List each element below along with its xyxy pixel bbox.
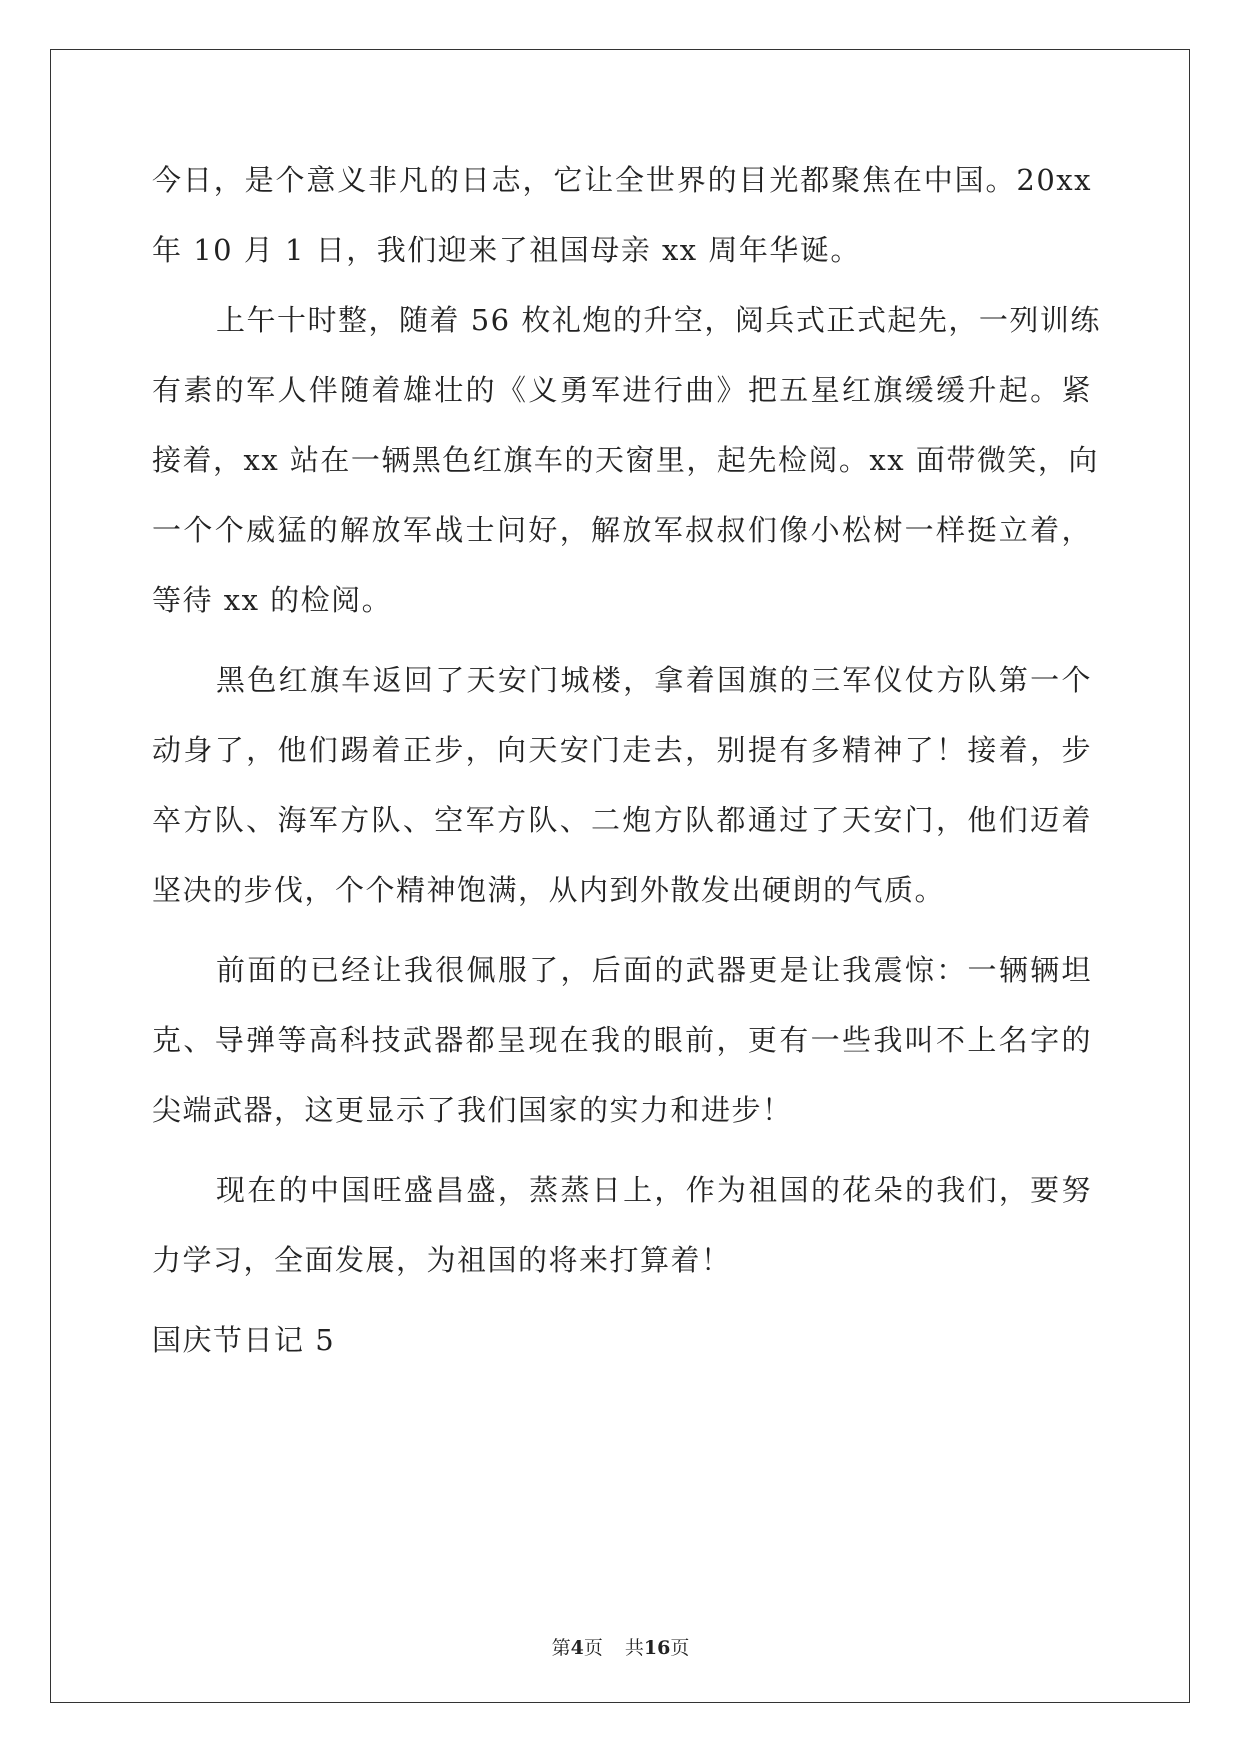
text-line: 今日，是个意义非凡的日志，它让全世界的目光都聚焦在中国。20xx bbox=[152, 163, 1092, 197]
total-suffix: 页 bbox=[670, 1637, 690, 1659]
text-line: 克、导弹等高科技武器都呈现在我的眼前，更有一些我叫不上名字的 bbox=[152, 1023, 1092, 1057]
page-footer bbox=[0, 1636, 1241, 1660]
total-pages: 16 bbox=[643, 1637, 671, 1659]
text-line: 黑色红旗车返回了天安门城楼，拿着国旗的三军仪仗方队第一个 bbox=[216, 663, 1092, 697]
text-line: 现在的中国旺盛昌盛，蒸蒸日上，作为祖国的花朵的我们，要努 bbox=[216, 1173, 1092, 1207]
text-line: 接着，xx 站在一辆黑色红旗车的天窗里，起先检阅。xx 面带微笑，向 bbox=[152, 443, 1099, 477]
text-line: 等待 xx 的检阅。 bbox=[152, 583, 393, 617]
page-number: 4 bbox=[570, 1637, 584, 1659]
text-line: 有素的军人伴随着雄壮的《义勇军进行曲》把五星红旗缓缓升起。紧 bbox=[152, 373, 1092, 407]
text-line: 卒方队、海军方队、空军方队、二炮方队都通过了天安门，他们迈着 bbox=[152, 803, 1092, 837]
page-suffix: 页 bbox=[583, 1637, 603, 1659]
text-line: 力学习，全面发展，为祖国的将来打算着！ bbox=[152, 1243, 732, 1277]
total-prefix: 共 bbox=[624, 1637, 644, 1659]
text-line: 上午十时整，随着 56 枚礼炮的升空，阅兵式正式起先，一列训练 bbox=[216, 303, 1101, 337]
text-line: 年 10 月 1 日，我们迎来了祖国母亲 xx 周年华诞。 bbox=[152, 233, 861, 267]
text-line: 坚决的步伐，个个精神饱满，从内到外散发出硬朗的气质。 bbox=[152, 873, 946, 907]
section-heading: 国庆节日记 5 bbox=[152, 1323, 336, 1357]
text-line: 一个个威猛的解放军战士问好，解放军叔叔们像小松树一样挺立着， bbox=[152, 513, 1092, 547]
text-line: 动身了，他们踢着正步，向天安门走去，别提有多精神了！接着，步 bbox=[152, 733, 1092, 767]
text-line: 尖端武器，这更显示了我们国家的实力和进步！ bbox=[152, 1093, 793, 1127]
page-prefix: 第 bbox=[551, 1637, 571, 1659]
text-line: 前面的已经让我很佩服了，后面的武器更是让我震惊：一辆辆坦 bbox=[216, 953, 1092, 987]
